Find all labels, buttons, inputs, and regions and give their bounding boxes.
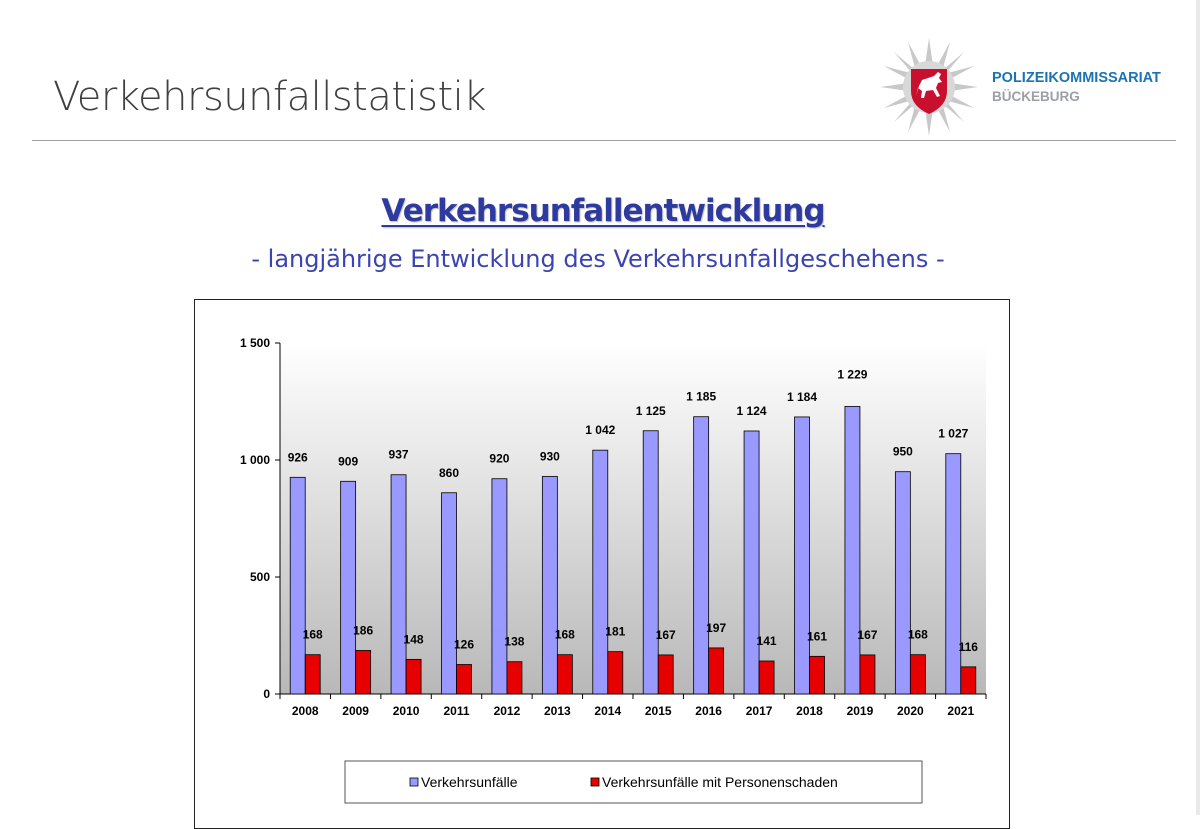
y-tick-label: 1 500 — [239, 336, 270, 350]
bar-verkehrsunfaelle — [946, 454, 961, 694]
data-label-personenschaden: 181 — [605, 624, 626, 639]
data-label-personenschaden: 168 — [302, 627, 323, 642]
legend-swatch-verkehrsunfaelle — [410, 778, 418, 786]
plot-area — [280, 343, 986, 694]
bar-personenschaden — [658, 655, 673, 694]
x-tick-label: 2012 — [493, 704, 521, 718]
bar-verkehrsunfaelle — [744, 431, 759, 694]
slide-title: Verkehrsunfallstatistik — [53, 74, 486, 120]
x-tick-label: 2014 — [594, 704, 622, 718]
x-tick-label: 2019 — [846, 704, 874, 718]
y-tick-label: 500 — [249, 570, 270, 584]
data-label-personenschaden: 126 — [453, 637, 475, 652]
x-tick-label: 2020 — [897, 704, 924, 718]
data-label-personenschaden: 148 — [403, 632, 424, 647]
data-label-verkehrsunfaelle: 1 184 — [786, 389, 818, 404]
bar-verkehrsunfaelle — [694, 417, 709, 694]
bar-personenschaden — [961, 667, 976, 694]
bar-verkehrsunfaelle — [845, 406, 860, 694]
x-tick-label: 2010 — [392, 704, 420, 718]
data-label-verkehrsunfaelle: 950 — [892, 444, 913, 459]
bar-personenschaden — [557, 655, 572, 694]
legend-label-personenschaden: Verkehrsunfälle mit Personenschaden — [602, 774, 838, 790]
data-label-personenschaden: 116 — [958, 639, 978, 654]
bar-personenschaden — [810, 656, 825, 694]
bar-personenschaden — [457, 665, 472, 694]
data-label-personenschaden: 167 — [857, 627, 878, 642]
bar-verkehrsunfaelle — [492, 479, 507, 694]
data-label-personenschaden: 168 — [554, 627, 575, 642]
data-label-personenschaden: 197 — [706, 620, 727, 635]
data-label-personenschaden: 167 — [655, 627, 676, 642]
x-tick-label: 2016 — [695, 704, 722, 718]
bar-personenschaden — [709, 648, 724, 694]
data-label-personenschaden: 141 — [756, 634, 777, 649]
data-label-verkehrsunfaelle: 860 — [438, 465, 460, 480]
data-label-personenschaden: 186 — [353, 623, 374, 638]
org-name: POLIZEIKOMMISSARIAT — [992, 70, 1161, 86]
bar-verkehrsunfaelle — [391, 475, 406, 694]
bar-personenschaden — [759, 661, 774, 694]
bar-verkehrsunfaelle — [593, 450, 608, 694]
chart-subheading: - langjährige Entwicklung des Verkehrsunfallgeschehens - — [251, 245, 945, 273]
police-star-badge-icon — [878, 36, 980, 138]
chart-heading: Verkehrsunfallentwicklung — [381, 193, 825, 229]
data-label-verkehrsunfaelle: 1 185 — [686, 389, 717, 404]
y-tick-label: 0 — [263, 687, 270, 701]
legend — [345, 761, 922, 803]
y-tick-label: 1 000 — [239, 453, 270, 467]
bar-verkehrsunfaelle — [643, 431, 658, 694]
x-tick-label: 2011 — [443, 704, 470, 718]
data-label-verkehrsunfaelle: 1 027 — [938, 426, 969, 441]
data-label-verkehrsunfaelle: 909 — [338, 454, 359, 469]
bar-personenschaden — [305, 655, 320, 694]
bar-verkehrsunfaelle — [542, 476, 557, 694]
bar-chart — [194, 299, 1010, 815]
x-tick-label: 2018 — [796, 704, 823, 718]
data-label-verkehrsunfaelle: 1 042 — [585, 423, 616, 438]
bar-verkehrsunfaelle — [290, 477, 305, 694]
data-label-verkehrsunfaelle: 1 125 — [635, 403, 666, 418]
legend-swatch-personenschaden — [591, 778, 599, 786]
x-axis — [280, 694, 986, 718]
data-label-personenschaden: 168 — [907, 627, 928, 642]
x-tick-label: 2015 — [644, 704, 672, 718]
bar-personenschaden — [507, 662, 522, 694]
data-label-verkehrsunfaelle: 1 229 — [837, 367, 868, 382]
y-axis — [240, 336, 280, 701]
bar-verkehrsunfaelle — [442, 493, 457, 694]
bar-verkehrsunfaelle — [341, 481, 356, 694]
bar-personenschaden — [608, 652, 623, 694]
bar-personenschaden — [406, 659, 421, 694]
org-city: BÜCKEBURG — [992, 89, 1080, 104]
bar-verkehrsunfaelle — [795, 417, 810, 694]
x-tick-label: 2021 — [947, 704, 975, 718]
header-divider — [32, 140, 1176, 141]
bar-personenschaden — [860, 655, 875, 694]
data-label-verkehrsunfaelle: 926 — [287, 450, 308, 465]
data-label-verkehrsunfaelle: 1 124 — [736, 403, 767, 418]
x-tick-label: 2013 — [544, 704, 571, 718]
data-label-verkehrsunfaelle: 937 — [388, 447, 409, 462]
bar-verkehrsunfaelle — [895, 472, 910, 694]
data-label-verkehrsunfaelle: 920 — [489, 451, 510, 466]
legend-label-verkehrsunfaelle: Verkehrsunfälle — [421, 774, 518, 790]
x-tick-label: 2009 — [342, 704, 369, 718]
x-tick-label: 2008 — [291, 704, 319, 718]
bar-personenschaden — [356, 650, 371, 694]
data-label-personenschaden: 161 — [806, 629, 828, 644]
x-tick-label: 2017 — [745, 704, 773, 718]
page-edge — [1196, 0, 1200, 815]
data-label-verkehrsunfaelle: 930 — [539, 449, 560, 464]
data-label-personenschaden: 138 — [504, 634, 525, 649]
bar-personenschaden — [910, 655, 925, 694]
